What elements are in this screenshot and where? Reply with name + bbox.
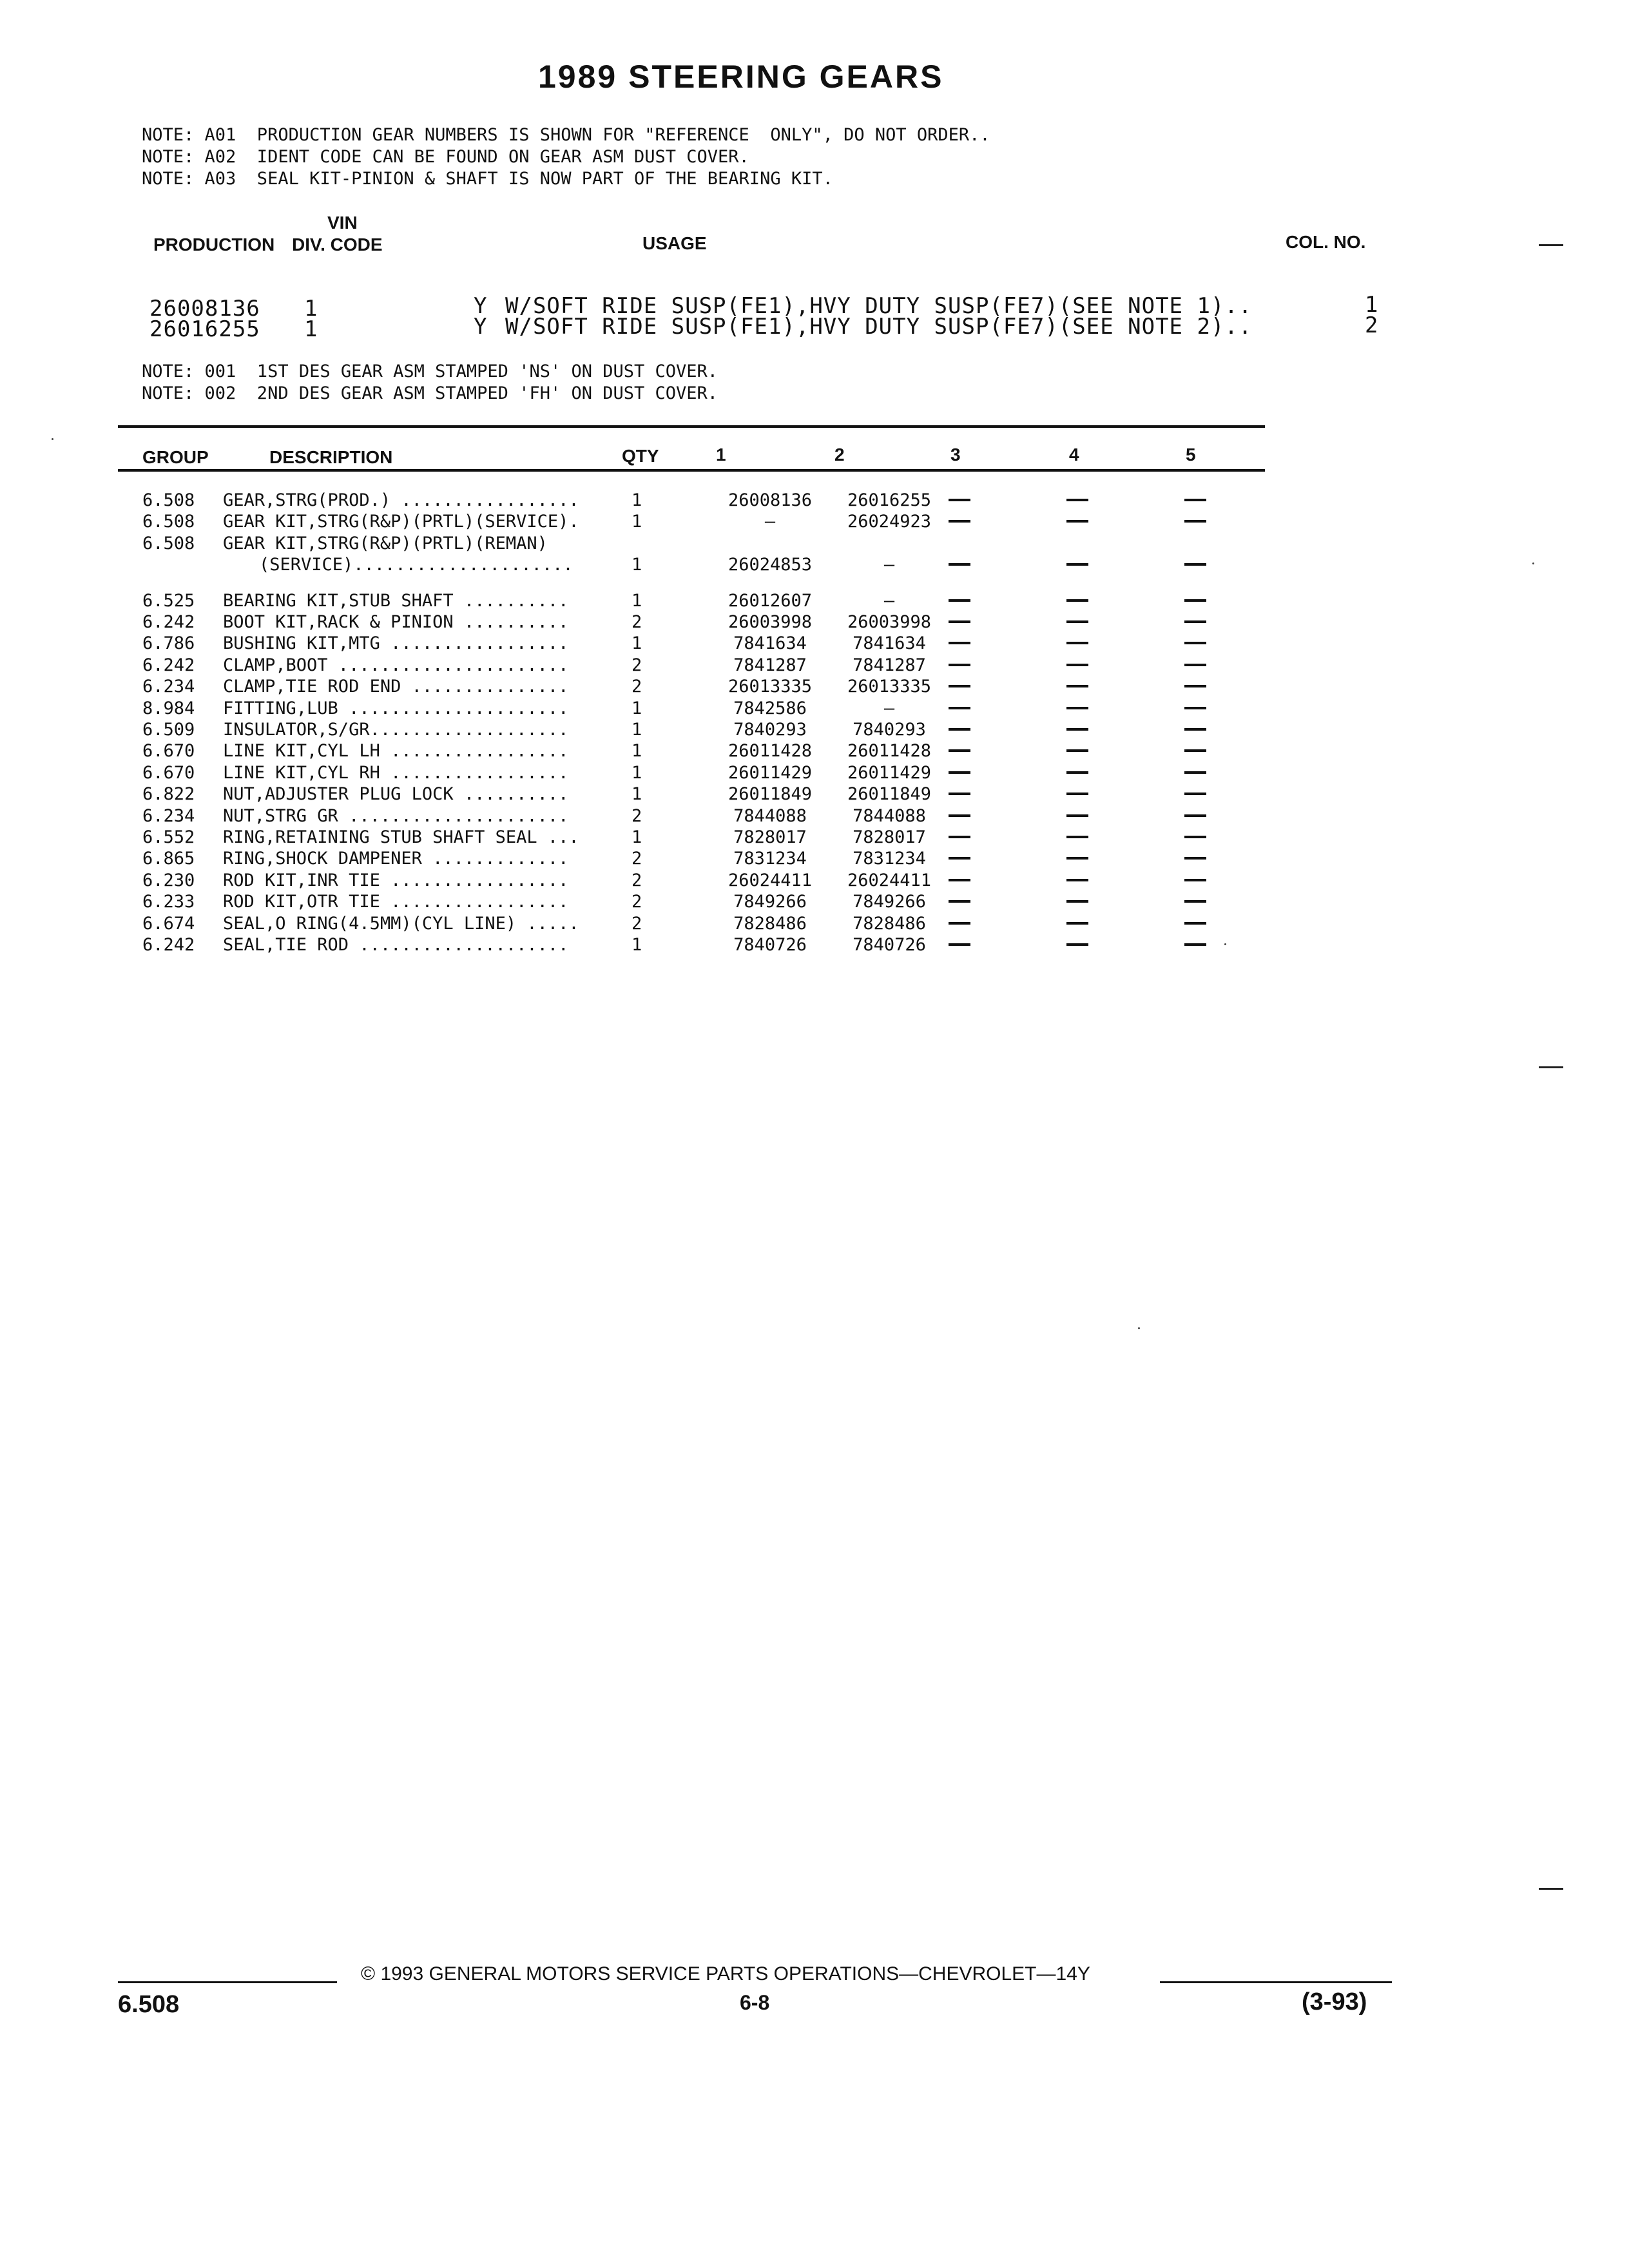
div-code-header: DIV. CODE bbox=[292, 235, 383, 255]
part-col2-number: — bbox=[883, 698, 895, 718]
note-002: NOTE: 002 2ND DES GEAR ASM STAMPED 'FH' ON DUST COVER. bbox=[142, 383, 718, 403]
empty-col3-dash bbox=[949, 599, 970, 602]
margin-mark bbox=[1539, 244, 1563, 246]
part-col2-number: 26011428 bbox=[847, 741, 932, 762]
empty-col5-dash bbox=[1184, 836, 1206, 838]
part-col1-number: 26011429 bbox=[728, 762, 813, 783]
part-qty: 2 bbox=[631, 655, 642, 675]
part-col2-number: 26024411 bbox=[847, 870, 932, 890]
part-qty: 1 bbox=[631, 741, 642, 762]
part-col1-number: 7828486 bbox=[733, 913, 807, 934]
scan-speck bbox=[52, 438, 53, 440]
empty-col3-dash bbox=[949, 664, 970, 666]
footer-rule-left bbox=[118, 1981, 337, 1983]
usage-text-1: W/SOFT RIDE SUSP(FE1),HVY DUTY SUSP(FE7)(SEE NOTE 1).. bbox=[505, 293, 1253, 319]
empty-col3-dash bbox=[949, 620, 970, 623]
margin-mark bbox=[1539, 1066, 1563, 1068]
part-col1-number: 7831234 bbox=[733, 849, 807, 869]
part-qty: 2 bbox=[631, 677, 642, 697]
empty-col3-dash bbox=[949, 857, 970, 860]
footer-page-number: 6-8 bbox=[740, 1991, 770, 2014]
part-description: SEAL,TIE ROD .................... bbox=[223, 935, 569, 955]
part-description: FITTING,LUB ..................... bbox=[223, 698, 569, 718]
part-description: SEAL,O RING(4.5MM)(CYL LINE) ..... bbox=[223, 913, 579, 934]
empty-col3-dash bbox=[949, 749, 970, 752]
part-group: 6.674 bbox=[142, 913, 195, 934]
part-qty: 1 bbox=[631, 762, 642, 783]
part-description: RING,RETAINING STUB SHAFT SEAL ... bbox=[223, 827, 579, 847]
empty-col3-dash bbox=[949, 879, 970, 881]
part-group: 8.984 bbox=[142, 698, 195, 718]
part-col1-number: 7842586 bbox=[733, 698, 807, 718]
empty-col4-dash bbox=[1066, 836, 1088, 838]
part-qty: 1 bbox=[631, 827, 642, 847]
empty-col4-dash bbox=[1066, 599, 1088, 602]
part-group: 6.242 bbox=[142, 612, 195, 632]
footer-rule-right bbox=[1160, 1981, 1392, 1983]
empty-col5-dash bbox=[1184, 771, 1206, 774]
part-group: 6.552 bbox=[142, 827, 195, 847]
part-qty: 1 bbox=[631, 555, 642, 575]
part-col1-number: 7840726 bbox=[733, 935, 807, 955]
footer-group-code: 6.508 bbox=[118, 1991, 180, 2018]
part-group: 6.508 bbox=[142, 512, 195, 532]
empty-col4-dash bbox=[1066, 771, 1088, 774]
part-qty: 1 bbox=[631, 512, 642, 532]
scan-speck bbox=[1532, 562, 1534, 564]
part-group: 6.242 bbox=[142, 935, 195, 955]
qty-header: QTY bbox=[622, 446, 659, 466]
col2-header: 2 bbox=[834, 445, 845, 465]
empty-col4-dash bbox=[1066, 499, 1088, 501]
part-col2-number: 7840293 bbox=[853, 720, 926, 740]
usage-production-2: 26016255 bbox=[149, 316, 260, 342]
empty-col5-dash bbox=[1184, 943, 1206, 946]
part-col1-number: 26013335 bbox=[728, 677, 813, 697]
empty-col5-dash bbox=[1184, 642, 1206, 644]
empty-col4-dash bbox=[1066, 642, 1088, 644]
part-qty: 2 bbox=[631, 805, 642, 826]
part-col2-number: 7840726 bbox=[853, 935, 926, 955]
part-col2-number: 26011849 bbox=[847, 784, 932, 805]
part-col1-number: 7828017 bbox=[733, 827, 807, 847]
usage-text-2: W/SOFT RIDE SUSP(FE1),HVY DUTY SUSP(FE7)(SEE NOTE 2).. bbox=[505, 314, 1253, 340]
empty-col3-dash bbox=[949, 685, 970, 687]
part-description: LINE KIT,CYL RH ................. bbox=[223, 762, 569, 783]
empty-col4-dash bbox=[1066, 563, 1088, 566]
part-qty: 1 bbox=[631, 633, 642, 654]
empty-col5-dash bbox=[1184, 599, 1206, 602]
part-group: 6.670 bbox=[142, 741, 195, 762]
empty-col4-dash bbox=[1066, 520, 1088, 523]
col5-header: 5 bbox=[1186, 445, 1196, 465]
footer-date-code: (3-93) bbox=[1302, 1988, 1367, 2015]
scan-speck bbox=[1224, 943, 1226, 945]
part-description: CLAMP,BOOT ...................... bbox=[223, 655, 569, 675]
empty-col5-dash bbox=[1184, 749, 1206, 752]
empty-col3-dash bbox=[949, 707, 970, 709]
empty-col5-dash bbox=[1184, 499, 1206, 501]
note-a03: NOTE: A03 SEAL KIT-PINION & SHAFT IS NOW PART OF THE BEARING KIT. bbox=[142, 169, 833, 189]
empty-col5-dash bbox=[1184, 879, 1206, 881]
part-qty: 1 bbox=[631, 490, 642, 510]
empty-col4-dash bbox=[1066, 814, 1088, 817]
part-qty: 1 bbox=[631, 698, 642, 718]
note-a01: NOTE: A01 PRODUCTION GEAR NUMBERS IS SHOWN FOR "REFERENCE ONLY", DO NOT ORDER.. bbox=[142, 125, 990, 145]
part-group: 6.508 bbox=[142, 533, 195, 553]
empty-col4-dash bbox=[1066, 620, 1088, 623]
empty-col3-dash bbox=[949, 900, 970, 903]
part-group: 6.234 bbox=[142, 805, 195, 826]
part-group: 6.508 bbox=[142, 490, 195, 510]
part-description: BEARING KIT,STUB SHAFT .......... bbox=[223, 590, 569, 611]
part-qty: 2 bbox=[631, 913, 642, 934]
part-col1-number: 26012607 bbox=[728, 590, 813, 611]
empty-col5-dash bbox=[1184, 857, 1206, 860]
table-header-rule bbox=[118, 469, 1265, 472]
part-description: NUT,ADJUSTER PLUG LOCK .......... bbox=[223, 784, 569, 805]
empty-col3-dash bbox=[949, 943, 970, 946]
part-group: 6.786 bbox=[142, 633, 195, 654]
empty-col3-dash bbox=[949, 642, 970, 644]
usage-code-2: Y bbox=[474, 314, 488, 340]
part-col1-number: 7849266 bbox=[733, 892, 807, 912]
usage-header: USAGE bbox=[642, 233, 707, 253]
part-col1-number: 26011428 bbox=[728, 741, 813, 762]
part-col2-number: 26024923 bbox=[847, 512, 932, 532]
empty-col4-dash bbox=[1066, 664, 1088, 666]
margin-mark bbox=[1539, 1888, 1563, 1890]
part-group: 6.525 bbox=[142, 590, 195, 611]
part-description: BOOT KIT,RACK & PINION .......... bbox=[223, 612, 569, 632]
part-qty: 1 bbox=[631, 784, 642, 805]
part-group: 6.230 bbox=[142, 870, 195, 890]
empty-col5-dash bbox=[1184, 900, 1206, 903]
part-description: NUT,STRG GR ..................... bbox=[223, 805, 569, 826]
empty-col3-dash bbox=[949, 520, 970, 523]
part-qty: 2 bbox=[631, 892, 642, 912]
part-col1-number: 7841287 bbox=[733, 655, 807, 675]
scan-speck bbox=[1138, 1327, 1140, 1329]
usage-col-1: 1 bbox=[1365, 292, 1379, 318]
empty-col5-dash bbox=[1184, 793, 1206, 795]
part-description: CLAMP,TIE ROD END ............... bbox=[223, 677, 569, 697]
empty-col5-dash bbox=[1184, 620, 1206, 623]
part-group: 6.822 bbox=[142, 784, 195, 805]
usage-code-1: Y bbox=[474, 293, 488, 319]
note-a02: NOTE: A02 IDENT CODE CAN BE FOUND ON GEAR ASM DUST COVER. bbox=[142, 147, 749, 167]
part-col2-number: 7828486 bbox=[853, 913, 926, 934]
note-001: NOTE: 001 1ST DES GEAR ASM STAMPED 'NS' ON DUST COVER. bbox=[142, 361, 718, 381]
group-header: GROUP bbox=[142, 447, 209, 467]
part-description: GEAR,STRG(PROD.) ................. bbox=[223, 490, 579, 510]
empty-col3-dash bbox=[949, 922, 970, 925]
part-group: 6.233 bbox=[142, 892, 195, 912]
part-description: RING,SHOCK DAMPENER ............. bbox=[223, 849, 569, 869]
col-no-header: COL. NO. bbox=[1286, 232, 1366, 252]
part-col1-number: 26008136 bbox=[728, 490, 813, 510]
empty-col5-dash bbox=[1184, 563, 1206, 566]
part-qty: 1 bbox=[631, 720, 642, 740]
part-col2-number: 7831234 bbox=[853, 849, 926, 869]
part-col1-number: 26003998 bbox=[728, 612, 813, 632]
part-qty: 2 bbox=[631, 612, 642, 632]
part-group: 6.509 bbox=[142, 720, 195, 740]
part-group: 6.865 bbox=[142, 849, 195, 869]
footer-copyright: © 1993 GENERAL MOTORS SERVICE PARTS OPERATIONS—CHEVROLET—14Y bbox=[361, 1963, 1090, 1984]
usage-div-1: 1 bbox=[304, 296, 318, 322]
col3-header: 3 bbox=[950, 445, 961, 465]
part-description: LINE KIT,CYL LH ................. bbox=[223, 741, 569, 762]
empty-col4-dash bbox=[1066, 900, 1088, 903]
empty-col5-dash bbox=[1184, 685, 1206, 687]
empty-col5-dash bbox=[1184, 707, 1206, 709]
part-group: 6.234 bbox=[142, 677, 195, 697]
part-description: GEAR KIT,STRG(R&P)(PRTL)(REMAN) bbox=[223, 533, 548, 553]
part-col2-number: — bbox=[883, 555, 895, 575]
empty-col5-dash bbox=[1184, 814, 1206, 817]
empty-col3-dash bbox=[949, 728, 970, 731]
part-col1-number: — bbox=[764, 512, 776, 532]
empty-col4-dash bbox=[1066, 749, 1088, 752]
part-description-cont: (SERVICE)..................... bbox=[259, 555, 574, 575]
empty-col3-dash bbox=[949, 771, 970, 774]
vin-header: VIN bbox=[327, 213, 358, 233]
part-col2-number: 7849266 bbox=[853, 892, 926, 912]
part-col1-number: 7844088 bbox=[733, 805, 807, 826]
part-col2-number: 7828017 bbox=[853, 827, 926, 847]
table-top-rule bbox=[118, 425, 1265, 428]
part-description: BUSHING KIT,MTG ................. bbox=[223, 633, 569, 654]
usage-col-2: 2 bbox=[1365, 312, 1379, 338]
description-header: DESCRIPTION bbox=[269, 447, 393, 467]
empty-col3-dash bbox=[949, 793, 970, 795]
part-col1-number: 7840293 bbox=[733, 720, 807, 740]
col1-header: 1 bbox=[716, 445, 726, 465]
part-description: ROD KIT,OTR TIE ................. bbox=[223, 892, 569, 912]
part-group: 6.242 bbox=[142, 655, 195, 675]
empty-col5-dash bbox=[1184, 922, 1206, 925]
part-col1-number: 7841634 bbox=[733, 633, 807, 654]
part-description: GEAR KIT,STRG(R&P)(PRTL)(SERVICE). bbox=[223, 512, 579, 532]
empty-col4-dash bbox=[1066, 685, 1088, 687]
part-col1-number: 26011849 bbox=[728, 784, 813, 805]
part-col1-number: 26024411 bbox=[728, 870, 813, 890]
empty-col4-dash bbox=[1066, 922, 1088, 925]
part-col2-number: 7844088 bbox=[853, 805, 926, 826]
col4-header: 4 bbox=[1069, 445, 1079, 465]
empty-col3-dash bbox=[949, 836, 970, 838]
part-qty: 1 bbox=[631, 590, 642, 611]
usage-div-2: 1 bbox=[304, 316, 318, 342]
empty-col3-dash bbox=[949, 563, 970, 566]
part-col2-number: 26011429 bbox=[847, 762, 932, 783]
part-col2-number: 7841634 bbox=[853, 633, 926, 654]
usage-production-1: 26008136 bbox=[149, 296, 260, 322]
part-col2-number: 26013335 bbox=[847, 677, 932, 697]
empty-col4-dash bbox=[1066, 943, 1088, 946]
part-col2-number: — bbox=[883, 590, 895, 611]
part-qty: 1 bbox=[631, 935, 642, 955]
empty-col5-dash bbox=[1184, 664, 1206, 666]
empty-col5-dash bbox=[1184, 728, 1206, 731]
production-header: PRODUCTION bbox=[153, 235, 275, 255]
part-col2-number: 26016255 bbox=[847, 490, 932, 510]
part-description: INSULATOR,S/GR................... bbox=[223, 720, 569, 740]
part-qty: 2 bbox=[631, 870, 642, 890]
part-col1-number: 26024853 bbox=[728, 555, 813, 575]
part-description: ROD KIT,INR TIE ................. bbox=[223, 870, 569, 890]
part-group: 6.670 bbox=[142, 762, 195, 783]
part-col2-number: 7841287 bbox=[853, 655, 926, 675]
part-qty: 2 bbox=[631, 849, 642, 869]
empty-col3-dash bbox=[949, 499, 970, 501]
page-title: 1989 STEERING GEARS bbox=[538, 59, 944, 95]
empty-col3-dash bbox=[949, 814, 970, 817]
empty-col4-dash bbox=[1066, 707, 1088, 709]
empty-col4-dash bbox=[1066, 879, 1088, 881]
part-col2-number: 26003998 bbox=[847, 612, 932, 632]
empty-col5-dash bbox=[1184, 520, 1206, 523]
empty-col4-dash bbox=[1066, 728, 1088, 731]
empty-col4-dash bbox=[1066, 857, 1088, 860]
empty-col4-dash bbox=[1066, 793, 1088, 795]
